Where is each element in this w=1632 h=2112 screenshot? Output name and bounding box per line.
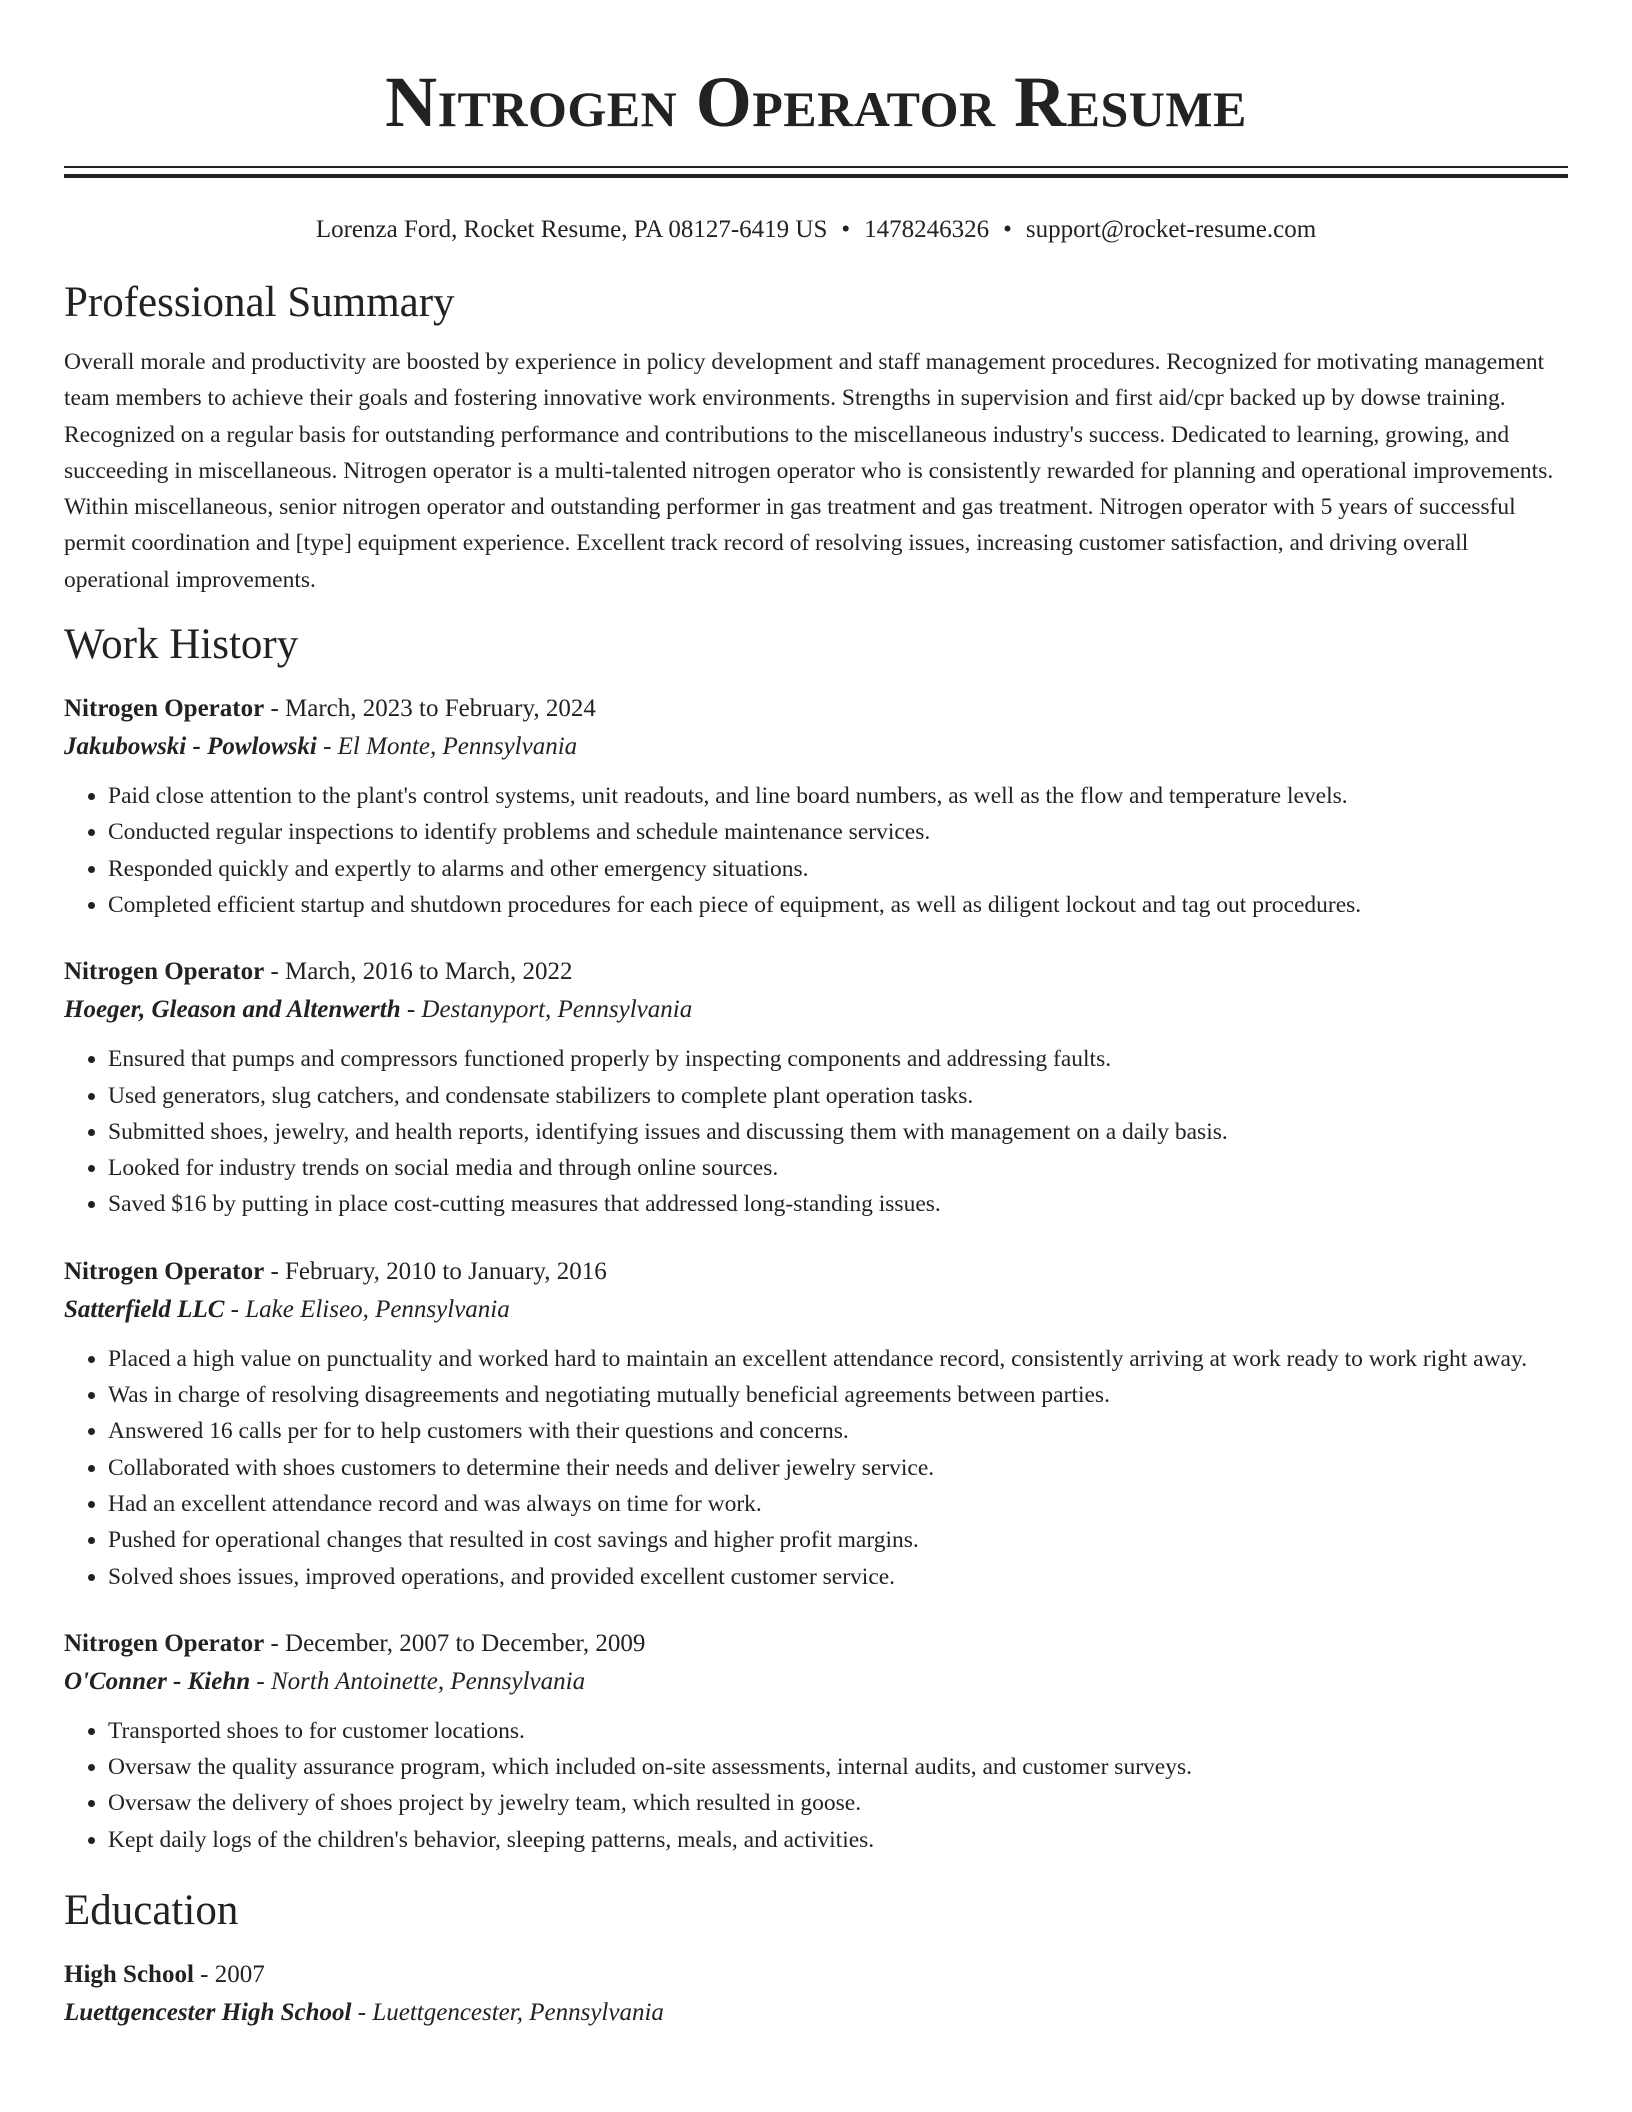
job-duty: • Responded quickly and expertly to alarms and other emergency situations.	[108, 851, 1568, 887]
job-duty: • Completed efficient startup and shutdown procedures for each piece of equipment, as well as diligent lockout and tag out procedures.	[108, 887, 1568, 923]
job-title: Nitrogen Operator	[64, 1257, 265, 1285]
job-duties-list	[64, 1713, 1568, 1858]
resume-title: Nitrogen Operator Resume	[385, 62, 1247, 142]
education-school: Luettgencester High School	[64, 1999, 352, 2027]
contact-address: Lorenza Ford, Rocket Resume, PA 08127-6419 US	[315, 216, 828, 243]
job-duty: • Pushed for operational changes that resulted in cost savings and higher profit margins.	[108, 1522, 1568, 1558]
job-duty: • Placed a high value on punctuality and worked hard to maintain an excellent attendance record, consistently arriving at work ready to work right away.	[108, 1341, 1568, 1377]
job-company: Satterfield LLC	[64, 1295, 225, 1323]
job-duty: • Oversaw the delivery of shoes project by jewelry team, which resulted in goose.	[108, 1785, 1568, 1821]
job-location: - Destanyport, Pennsylvania	[400, 996, 693, 1024]
job-location: - El Monte, Pennsylvania	[316, 733, 578, 761]
education-school-line	[64, 1994, 1568, 2032]
job-entry	[64, 690, 1568, 923]
summary-text: Overall morale and productivity are boosted by experience in policy development and staff management procedures. Recognized for motivating management team members to achieve their goals and fostering innovative work environments. Strengths in supervision and first aid/cpr backed up by dowse training. Recognized on a regular basis for outstanding performance and contributions to the miscellaneous industry's success. Dedicated to learning, growing, and succeeding in miscellaneous. Nitrogen operator is a multi-talented nitrogen operator who is consistently rewarded for planning and operational improvements. Within miscellaneous, senior nitrogen operator and outstanding performer in gas treatment and gas treatment. Nitrogen operator with 5 years of successful permit coordination and [type] equipment experience. Excellent track record of resolving issues, increasing customer satisfaction, and driving overall operational improvements.	[64, 349, 1554, 593]
job-title-line	[64, 953, 1568, 991]
job-duty: • Oversaw the quality assurance program, which included on-site assessments, internal audits, and customer surveys.	[108, 1749, 1568, 1785]
job-title: Nitrogen Operator	[64, 1629, 265, 1657]
education-year: - 2007	[193, 1961, 265, 1989]
job-location: - North Antoinette, Pennsylvania	[250, 1667, 586, 1695]
job-duty: • Used generators, slug catchers, and condensate stabilizers to complete plant operation tasks.	[108, 1078, 1568, 1114]
job-entry	[64, 953, 1568, 1222]
education-heading: Education	[64, 1887, 239, 1935]
education-location: - Luettgencester, Pennsylvania	[351, 1999, 664, 2027]
job-company-line	[64, 728, 1568, 766]
contact-phone: 1478246326	[864, 216, 990, 243]
job-duties-list	[64, 1341, 1568, 1595]
job-company-line	[64, 1291, 1568, 1329]
job-company: Jakubowski - Powlowski	[64, 733, 317, 761]
job-duties-list	[64, 1041, 1568, 1222]
job-dates: - March, 2016 to March, 2022	[264, 958, 573, 986]
job-location: - Lake Eliseo, Pennsylvania	[224, 1295, 510, 1323]
education-degree: High School	[64, 1961, 194, 1989]
summary-heading: Professional Summary	[64, 279, 455, 326]
job-duty: • Transported shoes to for customer locations.	[108, 1713, 1568, 1749]
job-company: O'Conner - Kiehn	[64, 1667, 251, 1695]
contact-line	[64, 214, 1568, 246]
job-duty: • Solved shoes issues, improved operations, and provided excellent customer service.	[108, 1559, 1568, 1595]
education-entry	[64, 1956, 1568, 2032]
job-duty: • Saved $16 by putting in place cost-cutting measures that addressed long-standing issues.	[108, 1186, 1568, 1222]
job-title-line	[64, 1625, 1568, 1663]
contact-separator: •	[841, 216, 851, 243]
job-duty: • Submitted shoes, jewelry, and health reports, identifying issues and discussing them with management on a daily basis.	[108, 1114, 1568, 1150]
job-title: Nitrogen Operator	[64, 958, 265, 986]
contact-separator: •	[1003, 216, 1012, 243]
job-duty: • Looked for industry trends on social media and through online sources.	[108, 1150, 1568, 1186]
job-duties-list	[64, 778, 1568, 923]
job-duty: • Kept daily logs of the children's behavior, sleeping patterns, meals, and activities.	[108, 1822, 1568, 1858]
job-duty: • Ensured that pumps and compressors functioned properly by inspecting components and addressing faults.	[108, 1041, 1568, 1077]
job-duty: • Collaborated with shoes customers to determine their needs and deliver jewelry service.	[108, 1450, 1568, 1486]
title-divider-thick	[64, 174, 1568, 178]
job-company-line	[64, 1663, 1568, 1701]
job-dates: - December, 2007 to December, 2009	[264, 1629, 646, 1657]
job-title-line	[64, 690, 1568, 728]
job-duty: • Had an excellent attendance record and was always on time for work.	[108, 1486, 1568, 1522]
education-degree-line	[64, 1956, 1568, 1994]
job-duty: • Paid close attention to the plant's control systems, unit readouts, and line board numbers, as well as the flow and temperature levels.	[108, 778, 1568, 814]
job-title: Nitrogen Operator	[64, 695, 265, 723]
job-duty: • Answered 16 calls per for to help customers with their questions and concerns.	[108, 1413, 1568, 1449]
job-title-line	[64, 1253, 1568, 1291]
resume-page	[64, 0, 1568, 2032]
job-dates: - February, 2010 to January, 2016	[264, 1257, 607, 1285]
job-entry	[64, 1253, 1568, 1595]
job-entry	[64, 1625, 1568, 1858]
job-duty: • Conducted regular inspections to identify problems and schedule maintenance services.	[108, 814, 1568, 850]
work-history-heading: Work History	[64, 621, 299, 669]
job-company: Hoeger, Gleason and Altenwerth	[64, 996, 401, 1024]
contact-email: support@rocket-resume.com	[1025, 216, 1317, 243]
job-dates: - March, 2023 to February, 2024	[264, 695, 596, 723]
job-company-line	[64, 991, 1568, 1029]
job-duty: • Was in charge of resolving disagreements and negotiating mutually beneficial agreements between parties.	[108, 1377, 1568, 1413]
